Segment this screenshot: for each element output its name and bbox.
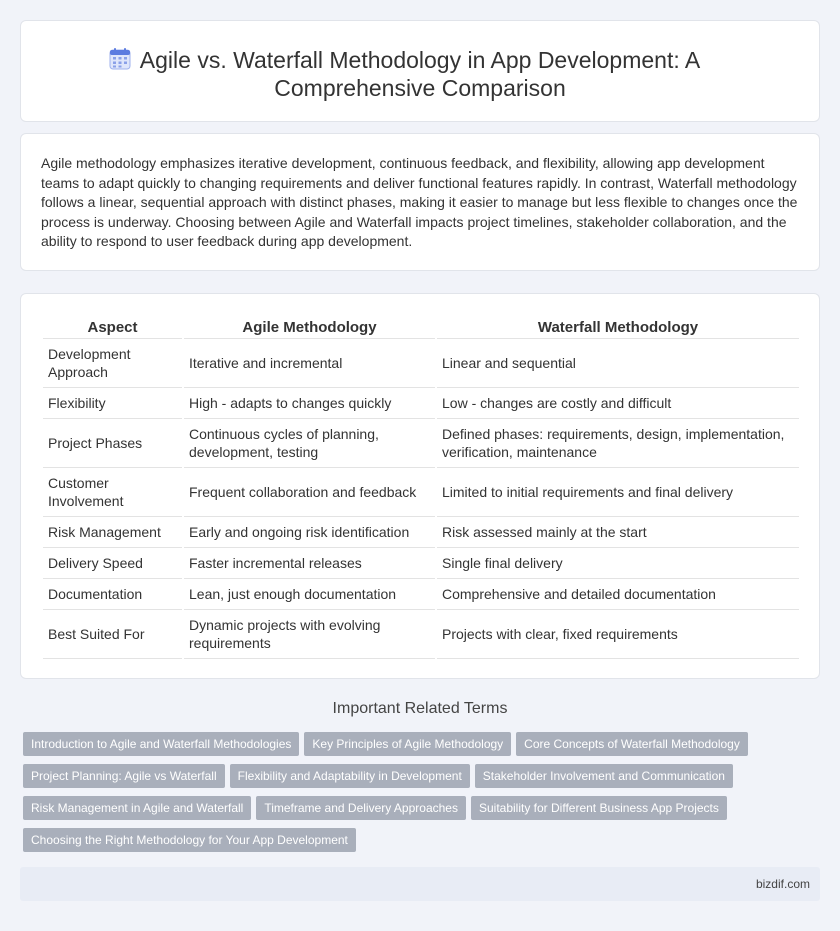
header-waterfall: Waterfall Methodology [437,314,799,339]
row-aspect: Development Approach [43,339,182,388]
tag-link[interactable]: Project Planning: Agile vs Waterfall [23,764,225,788]
row-waterfall: Risk assessed mainly at the start [437,517,799,548]
page-title: Agile vs. Waterfall Methodology in App Development: A Comprehensive Comparison [139,47,701,101]
header-agile: Agile Methodology [184,314,435,339]
row-agile: Iterative and incremental [184,339,435,388]
row-aspect: Customer Involvement [43,468,182,517]
row-aspect: Documentation [43,579,182,610]
row-waterfall: Limited to initial requirements and final delivery [437,468,799,517]
row-waterfall: Defined phases: requirements, design, implementation, verification, maintenance [437,419,799,468]
row-aspect: Risk Management [43,517,182,548]
tag-link[interactable]: Flexibility and Adaptability in Development [230,764,470,788]
table-row [43,610,799,659]
table-header-row [43,314,799,339]
row-waterfall: Linear and sequential [437,339,799,388]
row-agile: Dynamic projects with evolving requirements [184,610,435,659]
row-agile: Early and ongoing risk identification [184,517,435,548]
row-agile: Lean, just enough documentation [184,579,435,610]
footer-site[interactable]: bizdif.com [755,877,810,891]
tag-link[interactable]: Suitability for Different Business App Projects [471,796,727,820]
footer [20,867,820,901]
table-row [43,517,799,548]
header-card [20,20,820,122]
intro-card [20,133,820,271]
row-waterfall: Comprehensive and detailed documentation [437,579,799,610]
row-waterfall: Low - changes are costly and difficult [437,388,799,419]
row-agile: High - adapts to changes quickly [184,388,435,419]
comparison-table [41,314,801,659]
row-waterfall: Projects with clear, fixed requirements [437,610,799,659]
tag-link[interactable]: Choosing the Right Methodology for Your App Development [23,828,356,852]
table-row [43,388,799,419]
related-tags [23,732,823,860]
table-row [43,468,799,517]
tag-link[interactable]: Core Concepts of Waterfall Methodology [516,732,748,756]
tag-link[interactable]: Risk Management in Agile and Waterfall [23,796,251,820]
tag-link[interactable]: Stakeholder Involvement and Communication [475,764,733,788]
row-aspect: Flexibility [43,388,182,419]
comparison-table-card [20,293,820,679]
table-row [43,339,799,388]
row-agile: Continuous cycles of planning, development, testing [184,419,435,468]
row-aspect: Best Suited For [43,610,182,659]
row-aspect: Project Phases [43,419,182,468]
tag-link[interactable]: Key Principles of Agile Methodology [304,732,511,756]
row-agile: Faster incremental releases [184,548,435,579]
related-terms-heading: Important Related Terms [332,700,508,717]
row-aspect: Delivery Speed [43,548,182,579]
table-row [43,548,799,579]
row-agile: Frequent collaboration and feedback [184,468,435,517]
header-aspect: Aspect [43,314,182,339]
table-row [43,579,799,610]
tag-link[interactable]: Timeframe and Delivery Approaches [256,796,466,820]
intro-paragraph: Agile methodology emphasizes iterative development, continuous feedback, and flexibility, allowing app development teams to adapt quickly to changing requirements and deliver functional features rapidly. In contrast, Waterfall methodology follows a linear, sequential approach with distinct phases, making it easier to manage but less flexible to changes once the process is underway. Choosing between Agile and Waterfall impacts project timelines, stakeholder collaboration, and the ability to respond to user feedback during app development. [41,155,798,249]
tag-link[interactable]: Introduction to Agile and Waterfall Methodologies [23,732,299,756]
row-waterfall: Single final delivery [437,548,799,579]
table-row [43,419,799,468]
